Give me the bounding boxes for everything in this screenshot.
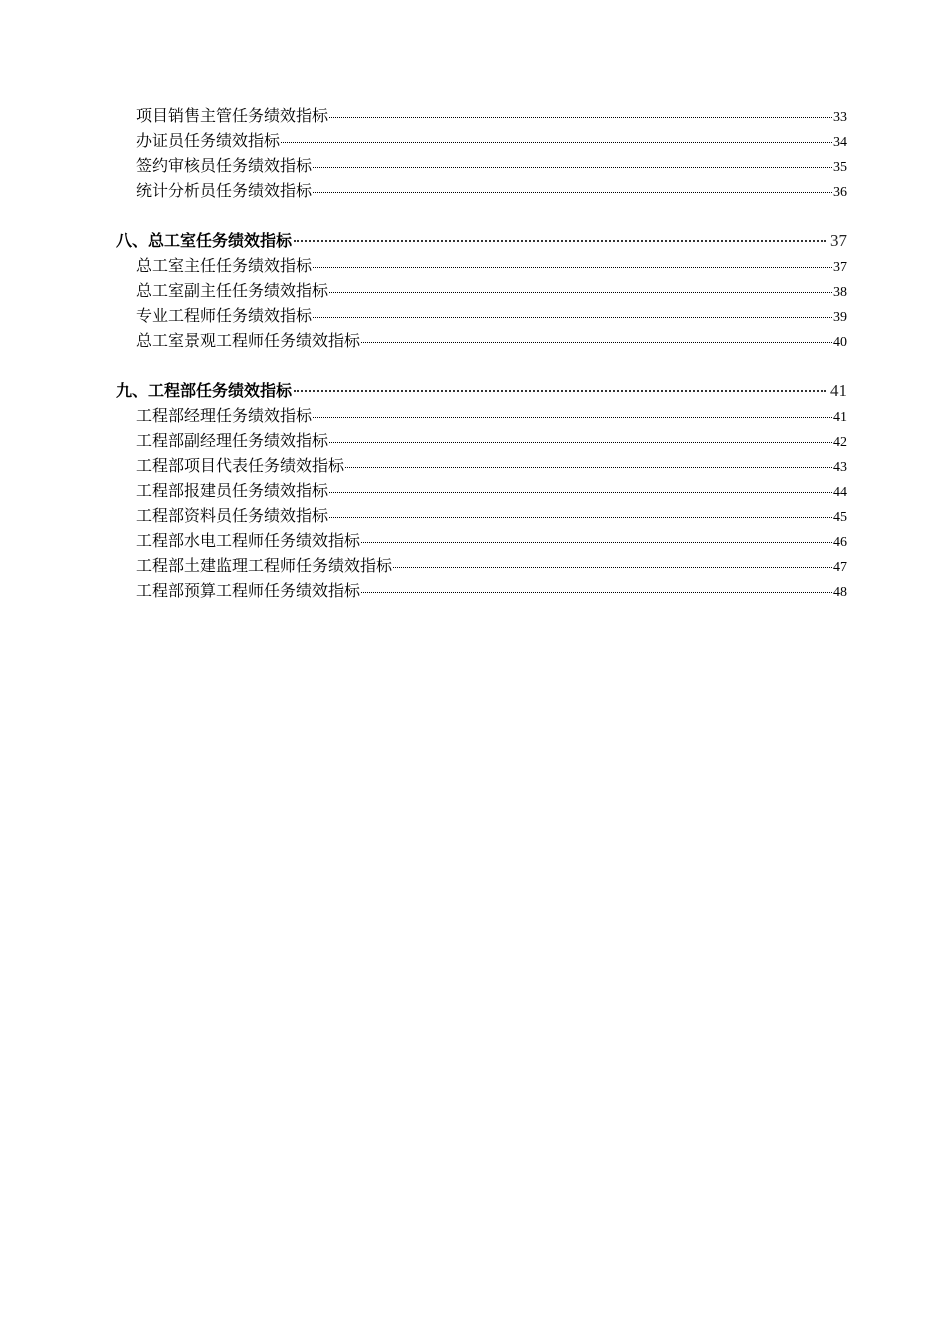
toc-entry-label: 工程部土建监理工程师任务绩效指标 xyxy=(136,556,393,575)
toc-entry[interactable] xyxy=(136,431,847,453)
toc-entry-label: 总工室副主任任务绩效指标 xyxy=(136,281,329,300)
dot-leader xyxy=(294,390,826,392)
toc-entry[interactable] xyxy=(136,106,847,128)
toc-entry-label: 总工室景观工程师任务绩效指标 xyxy=(136,331,361,350)
toc-entry-label: 工程部经理任务绩效指标 xyxy=(136,406,313,425)
toc-section-heading[interactable] xyxy=(116,380,847,402)
toc-entry[interactable] xyxy=(136,531,847,553)
toc-entry-page: 38 xyxy=(833,285,847,300)
toc-section-label: 九、工程部任务绩效指标 xyxy=(116,381,293,400)
toc-entry-label: 工程部预算工程师任务绩效指标 xyxy=(136,581,361,600)
dot-leader xyxy=(294,240,826,242)
dot-leader xyxy=(329,442,832,443)
toc-entry-label: 工程部副经理任务绩效指标 xyxy=(136,431,329,450)
toc-entry-label: 工程部项目代表任务绩效指标 xyxy=(136,456,345,475)
toc-entry-label: 总工室主任任务绩效指标 xyxy=(136,256,313,275)
toc-entry[interactable] xyxy=(136,281,847,303)
toc-entry-label: 统计分析员任务绩效指标 xyxy=(136,181,313,200)
toc-section-label: 八、总工室任务绩效指标 xyxy=(116,231,293,250)
toc-entry-page: 46 xyxy=(833,535,847,550)
dot-leader xyxy=(313,417,832,418)
toc-entry[interactable] xyxy=(136,481,847,503)
dot-leader xyxy=(329,117,832,118)
toc-entry-page: 44 xyxy=(833,485,847,500)
toc-entry-page: 48 xyxy=(833,585,847,600)
toc-entry-page: 39 xyxy=(833,310,847,325)
dot-leader xyxy=(313,192,832,193)
toc-entry[interactable] xyxy=(136,131,847,153)
toc-entry-label: 项目销售主管任务绩效指标 xyxy=(136,106,329,125)
toc-section-page: 41 xyxy=(830,381,847,400)
dot-leader xyxy=(329,492,832,493)
toc-entry-page: 47 xyxy=(833,560,847,575)
toc-entry[interactable] xyxy=(136,506,847,528)
toc-entry-page: 33 xyxy=(833,110,847,125)
toc-entry-page: 40 xyxy=(833,335,847,350)
toc-entry-label: 办证员任务绩效指标 xyxy=(136,131,281,150)
toc-entry-label: 专业工程师任务绩效指标 xyxy=(136,306,313,325)
dot-leader xyxy=(393,567,832,568)
toc-entry[interactable] xyxy=(136,456,847,478)
dot-leader xyxy=(313,167,832,168)
toc-entry[interactable] xyxy=(136,256,847,278)
toc-entry[interactable] xyxy=(136,331,847,353)
dot-leader xyxy=(313,317,832,318)
dot-leader xyxy=(361,592,832,593)
toc-entry-label: 签约审核员任务绩效指标 xyxy=(136,156,313,175)
toc-entry-page: 35 xyxy=(833,160,847,175)
dot-leader xyxy=(361,342,832,343)
toc-entry-page: 37 xyxy=(833,260,847,275)
dot-leader xyxy=(329,292,832,293)
toc-entry-page: 42 xyxy=(833,435,847,450)
toc-entry[interactable] xyxy=(136,306,847,328)
toc-entry[interactable] xyxy=(136,581,847,603)
dot-leader xyxy=(361,542,832,543)
dot-leader xyxy=(345,467,832,468)
dot-leader xyxy=(329,517,832,518)
toc-entry-label: 工程部水电工程师任务绩效指标 xyxy=(136,531,361,550)
toc-entry[interactable] xyxy=(136,156,847,178)
toc-entry[interactable] xyxy=(136,181,847,203)
toc-entry[interactable] xyxy=(136,556,847,578)
toc-entry-label: 工程部资料员任务绩效指标 xyxy=(136,506,329,525)
dot-leader xyxy=(281,142,832,143)
toc-entry[interactable] xyxy=(136,406,847,428)
toc-entry-page: 36 xyxy=(833,185,847,200)
toc-entry-page: 43 xyxy=(833,460,847,475)
dot-leader xyxy=(313,267,832,268)
toc-section-heading[interactable] xyxy=(116,230,847,252)
toc-entry-page: 34 xyxy=(833,135,847,150)
toc-entry-page: 45 xyxy=(833,510,847,525)
toc-section-page: 37 xyxy=(830,231,847,250)
toc-entry-label: 工程部报建员任务绩效指标 xyxy=(136,481,329,500)
toc-entry-page: 41 xyxy=(833,410,847,425)
